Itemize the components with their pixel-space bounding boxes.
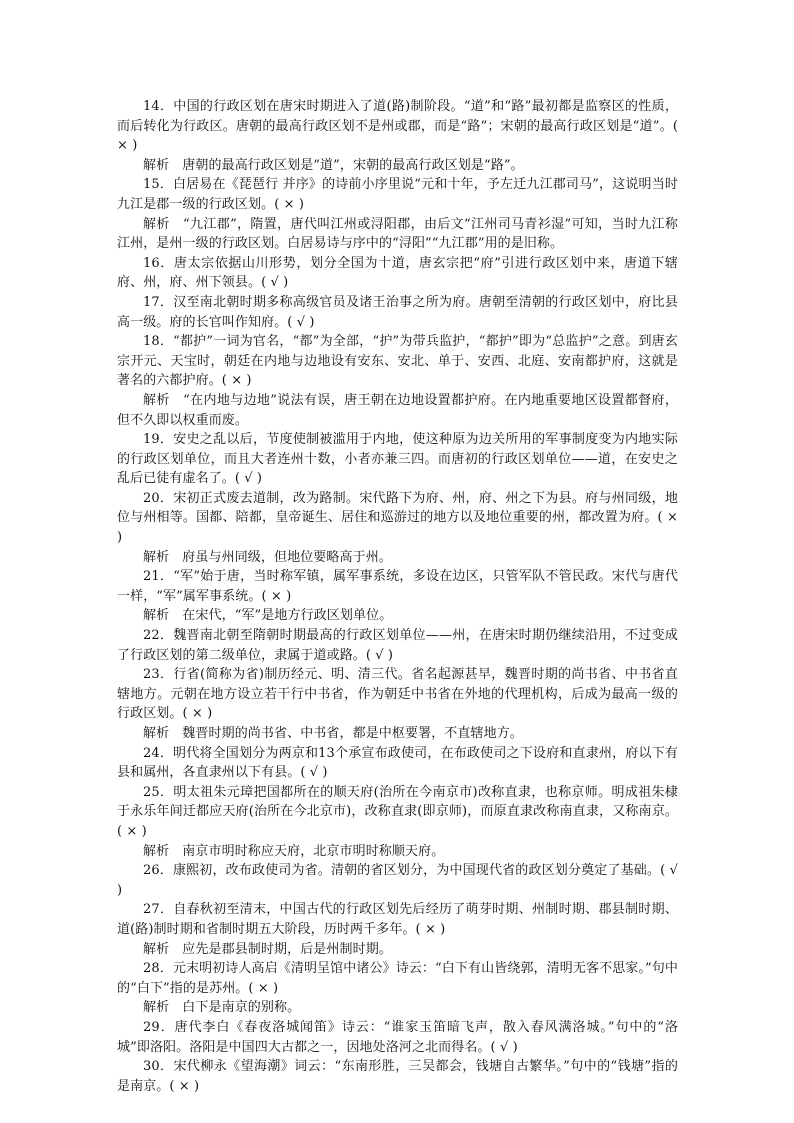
analysis-15: 解析 “九江郡”，隋置，唐代叫江州或浔阳郡，由后文“江州司马青衫湿”可知，当时九江称江州，是州一级的行政区划。白居易诗与序中的“浔阳”“九江郡”用的是旧称。 xyxy=(117,216,678,252)
analysis-20: 解析 府虽与州同级，但地位要略高于州。 xyxy=(143,549,392,565)
analysis-25: 解析 南京市明时称应天府，北京市明时称顺天府。 xyxy=(143,843,445,859)
question-16: 16．唐太宗依据山川形势，划分全国为十道，唐玄宗把“府”引进行政区划中来，唐道下辖府、州，府、州下领县。( √ ) xyxy=(117,255,678,291)
question-15: 15．白居易在《琵琶行 并序》的诗前小序里说“元和十年，予左迁九江郡司马”，这说明当时九江是郡一级的行政区划。( × ) xyxy=(117,177,678,212)
question-14: 14．中国的行政区划在唐宋时期进入了道(路)制阶段。“道”和“路”最初都是监察区的性质，而后转化为行政区。唐朝的最高行政区划不是州或郡，而是“路”；宋朝的最高行政区划是“道”。( × ) xyxy=(117,99,678,154)
analysis-27: 解析 应先是郡县制时期，后是州制时期。 xyxy=(143,941,392,957)
analysis-18: 解析 “在内地与边地”说法有误，唐王朝在边地设置都护府。在内地重要地区设置都督府，但不久即以权重而废。 xyxy=(117,392,678,428)
question-17: 17．汉至南北朝时期多称高级官员及诸王治事之所为府。唐朝至清朝的行政区划中，府比县高一级。府的长官叫作知府。( √ ) xyxy=(117,294,678,330)
analysis-23: 解析 魏晋时期的尚书省、中书省，都是中枢要署，不直辖地方。 xyxy=(143,726,523,741)
question-19: 19．安史之乱以后，节度使制被滥用于内地，使这种原为边关所用的军事制度变为内地实际的行政区划单位，而且大者连州十数，小者亦兼三四。而唐初的行政区划单位——道，在安史之乱后已徒有虚名了。( √ ) xyxy=(117,432,678,487)
question-22: 22．魏晋南北朝至隋朝时期最高的行政区划单位——州，在唐宋时期仍继续沿用，不过变成了行政区划的第二级单位，隶属于道或路。( √ ) xyxy=(117,628,678,663)
analysis-21: 解析 在宋代，“军”是地方行政区划单位。 xyxy=(143,608,393,624)
question-29: 29．唐代李白《春夜洛城闻笛》诗云：“谁家玉笛暗飞声，散入春风满洛城。”句中的“洛城”即洛阳。洛阳是中国四大古都之一，因地处洛河之北而得名。( √ ) xyxy=(117,1019,678,1055)
question-23: 23．行省(简称为省)制历经元、明、清三代。省名起源甚早，魏晋时期的尚书省、中书省直辖地方。元朝在地方设立若干行中书省，作为朝廷中书省在外地的代理机构，后成为最高一级的行政区划。( × ) xyxy=(117,667,678,722)
question-26: 26．康熙初，改布政使司为省。清朝的省区划分，为中国现代省的政区划分奠定了基础。( √ ) xyxy=(117,863,678,898)
question-20: 20．宋初正式废去道制，改为路制。宋代路下为府、州，府、州之下为县。府与州同级，地位与州相等。国都、陪都，皇帝诞生、居住和巡游过的地方以及地位重要的州，都改置为府。( × ) xyxy=(117,490,678,546)
question-18: 18．“都护”一词为官名，“都”为全部，“护”为带兵监护，“都护”即为“总监护”之意。到唐玄宗开元、天宝时，朝廷在内地与边地设有安东、安北、单于、安西、北庭、安南都护府，这就是著名的六都护府。( × ) xyxy=(117,334,678,389)
analysis-14: 解析 唐朝的最高行政区划是“道”，宋朝的最高行政区划是“路”。 xyxy=(143,157,524,173)
question-27: 27．自春秋初至清末，中国古代的行政区划先后经历了萌芽时期、州制时期、郡县制时期、道(路)制时期和省制时期五大阶段，历时两千多年。( × ) xyxy=(117,902,678,937)
question-28: 28．元末明初诗人高启《清明呈馆中诸公》诗云：“白下有山皆绕郭，清明无客不思家。”句中的“白下”指的是苏州。( × ) xyxy=(117,961,678,996)
analysis-28: 解析 白下是南京的别称。 xyxy=(143,1000,301,1016)
question-25: 25．明太祖朱元璋把国都所在的顺天府(治所在今南京市)改称直隶，也称京师。明成祖朱棣于永乐年间迁都应天府(治所在今北京市)，改称直隶(即京师)，而原直隶改称南直隶，又称南京。( × ) xyxy=(117,784,678,839)
question-21: 21．“军”始于唐，当时称军镇，属军事系统，多设在边区，只管军队不管民政。宋代与唐代一样，“军”属军事系统。( × ) xyxy=(117,569,678,604)
question-30: 30．宋代柳永《望海潮》词云：“东南形胜，三吴都会，钱塘自古繁华。”句中的“钱塘”指的是南京。( × ) xyxy=(117,1059,678,1094)
question-24: 24．明代将全国划分为两京和13个承宣布政使司，在布政使司之下设府和直隶州，府以下有县和属州，各直隶州以下有县。( √ ) xyxy=(117,745,678,781)
